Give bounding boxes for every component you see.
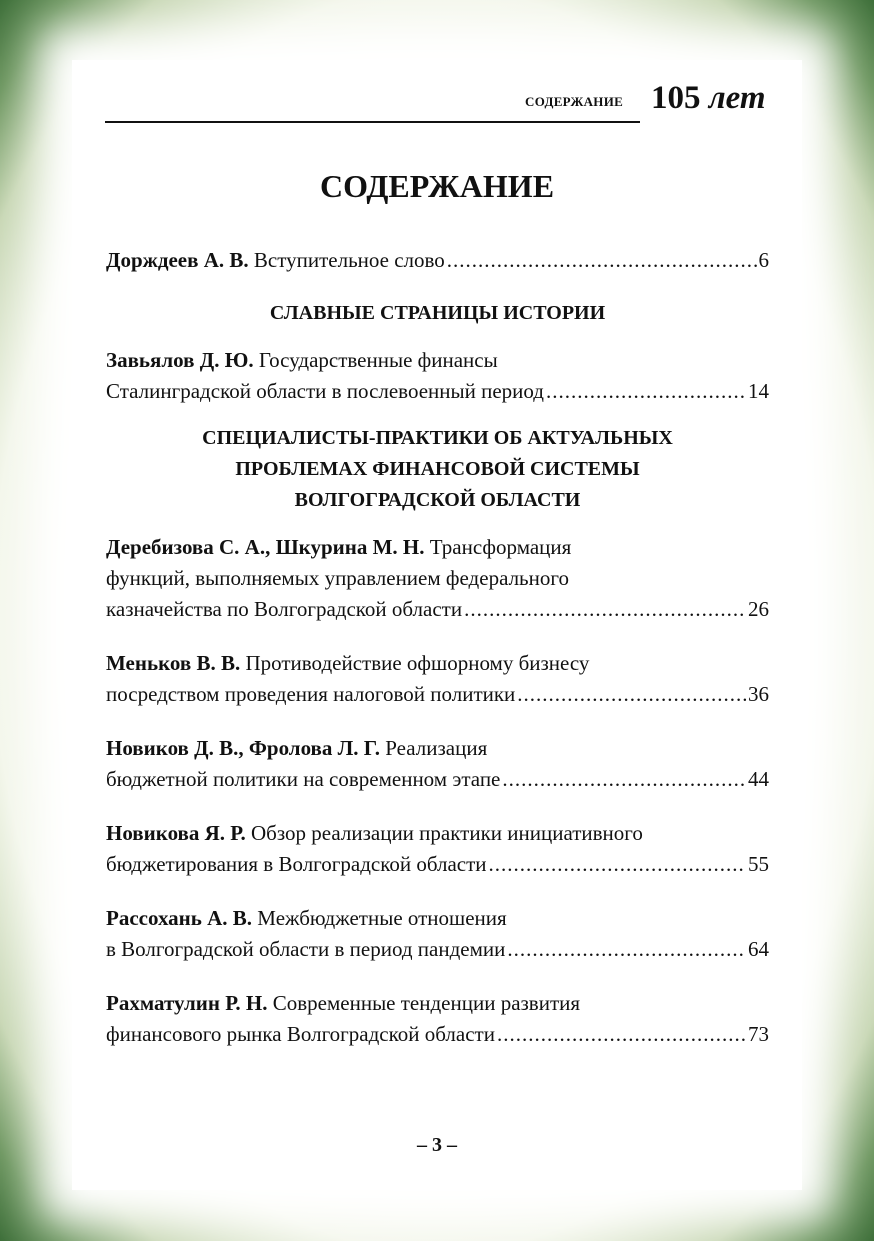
- toc-entry-title-line: финансового рынка Волгоградской области: [106, 1022, 495, 1046]
- toc-entry-title: Реализация: [385, 736, 488, 760]
- toc-entry-first-line: [106, 345, 769, 376]
- leader-dots: [497, 1019, 746, 1050]
- running-header: [105, 80, 790, 130]
- toc-entry-last-line: [106, 1019, 769, 1050]
- toc-entry-first-line: [106, 903, 769, 934]
- brand-word: лет: [708, 80, 766, 116]
- toc-entry-text: [106, 245, 445, 276]
- table-of-contents: [106, 245, 769, 1050]
- toc-entry-author: Деребизова С. А., Шкурина М. Н.: [106, 535, 425, 559]
- header-section-label: СОДЕРЖАНИЕ: [525, 94, 624, 109]
- toc-entry-page: 44: [748, 767, 769, 791]
- leader-dots: [502, 764, 746, 795]
- section-heading: [106, 298, 769, 329]
- toc-entry-page: 64: [748, 937, 769, 961]
- toc-entry-author: Рахматулин Р. Н.: [106, 991, 268, 1015]
- toc-entry-title-line: бюджетирования в Волгоградской области: [106, 852, 487, 876]
- leader-dots: [447, 245, 757, 276]
- toc-entry-author: Дорждеев А. В.: [106, 248, 249, 272]
- section-heading-line: ВОЛГОГРАДСКОЙ ОБЛАСТИ: [294, 489, 581, 511]
- toc-entry-title-line: Сталинградской области в послевоенный период: [106, 379, 544, 403]
- page-number: – 3 –: [417, 1134, 457, 1156]
- toc-entry-author: Завьялов Д. Ю.: [106, 348, 254, 372]
- toc-entry-title: Современные тенденции развития: [272, 991, 581, 1015]
- toc-entry-page: 73: [748, 1022, 769, 1046]
- leader-dots: [507, 934, 746, 965]
- leader-dots: [546, 376, 746, 407]
- toc-entry[interactable]: [106, 345, 769, 407]
- page-title: СОДЕРЖАНИЕ: [319, 168, 555, 204]
- toc-entry-author: Рассохань А. В.: [106, 906, 253, 930]
- toc-entry-author: Меньков В. В.: [106, 651, 241, 675]
- toc-entry-last-line: [106, 934, 769, 965]
- toc-entry-last-line: [106, 764, 769, 795]
- toc-entry-intro[interactable]: [106, 245, 769, 276]
- toc-entry-title-line: бюджетной политики на современном этапе: [106, 767, 501, 791]
- toc-entry-title: Государственные финансы: [258, 348, 498, 372]
- toc-entry-title-line: посредством проведения налоговой политики: [106, 682, 516, 706]
- toc-entry-title: Межбюджетные отношения: [257, 906, 507, 930]
- toc-entry-title-line: в Волгоградской области в период пандемии: [106, 937, 506, 961]
- toc-entry[interactable]: [106, 532, 769, 625]
- section-heading: [106, 423, 769, 516]
- section-heading-line: СПЕЦИАЛИСТЫ-ПРАКТИКИ ОБ АКТУАЛЬНЫХ: [202, 427, 673, 449]
- toc-entry-first-line: [106, 818, 769, 849]
- toc-entry-page: 14: [748, 379, 769, 403]
- toc-entry-title-line: казначейства по Волгоградской области: [106, 597, 463, 621]
- toc-entry-page: 55: [748, 852, 769, 876]
- header-rule: [105, 121, 640, 123]
- toc-entry-last-line: [106, 849, 769, 880]
- toc-entry-title-line: функций, выполняемых управлением федерального: [106, 566, 569, 590]
- section-heading-line: ПРОБЛЕМАХ ФИНАНСОВОЙ СИСТЕМЫ: [235, 458, 640, 480]
- toc-entry-first-line: [106, 988, 769, 1019]
- toc-entry[interactable]: [106, 903, 769, 965]
- toc-entry-author: Новикова Я. Р.: [106, 821, 246, 845]
- leader-dots: [489, 849, 746, 880]
- toc-entry[interactable]: [106, 648, 769, 710]
- toc-entry-title: Трансформация: [429, 535, 572, 559]
- section-heading-line: СЛАВНЫЕ СТРАНИЦЫ ИСТОРИИ: [269, 302, 606, 324]
- toc-entry-last-line: [106, 679, 769, 710]
- brand-number: 105: [651, 80, 701, 116]
- toc-entry-author: Новиков Д. В., Фролова Л. Г.: [106, 736, 381, 760]
- toc-entry-last-line: [106, 594, 769, 625]
- toc-entry-last-line: [106, 376, 769, 407]
- toc-entry-first-line: [106, 733, 769, 764]
- toc-entry-title: Обзор реализации практики инициативного: [251, 821, 643, 845]
- toc-entry-page: 6: [758, 248, 769, 272]
- toc-entry-first-line: [106, 532, 769, 563]
- leader-dots: [464, 594, 746, 625]
- toc-entry[interactable]: [106, 988, 769, 1050]
- toc-entry-title: Вступительное слово: [253, 248, 445, 272]
- toc-entry[interactable]: [106, 733, 769, 795]
- header-brand: [651, 80, 766, 117]
- toc-entry-page: 26: [748, 597, 769, 621]
- toc-entry[interactable]: [106, 818, 769, 880]
- toc-entry-first-line: [106, 648, 769, 679]
- leader-dots: [517, 679, 746, 710]
- toc-entry-title: Противодействие офшорному бизнесу: [245, 651, 590, 675]
- document-page: [72, 60, 802, 1190]
- toc-entry-page: 36: [748, 682, 769, 706]
